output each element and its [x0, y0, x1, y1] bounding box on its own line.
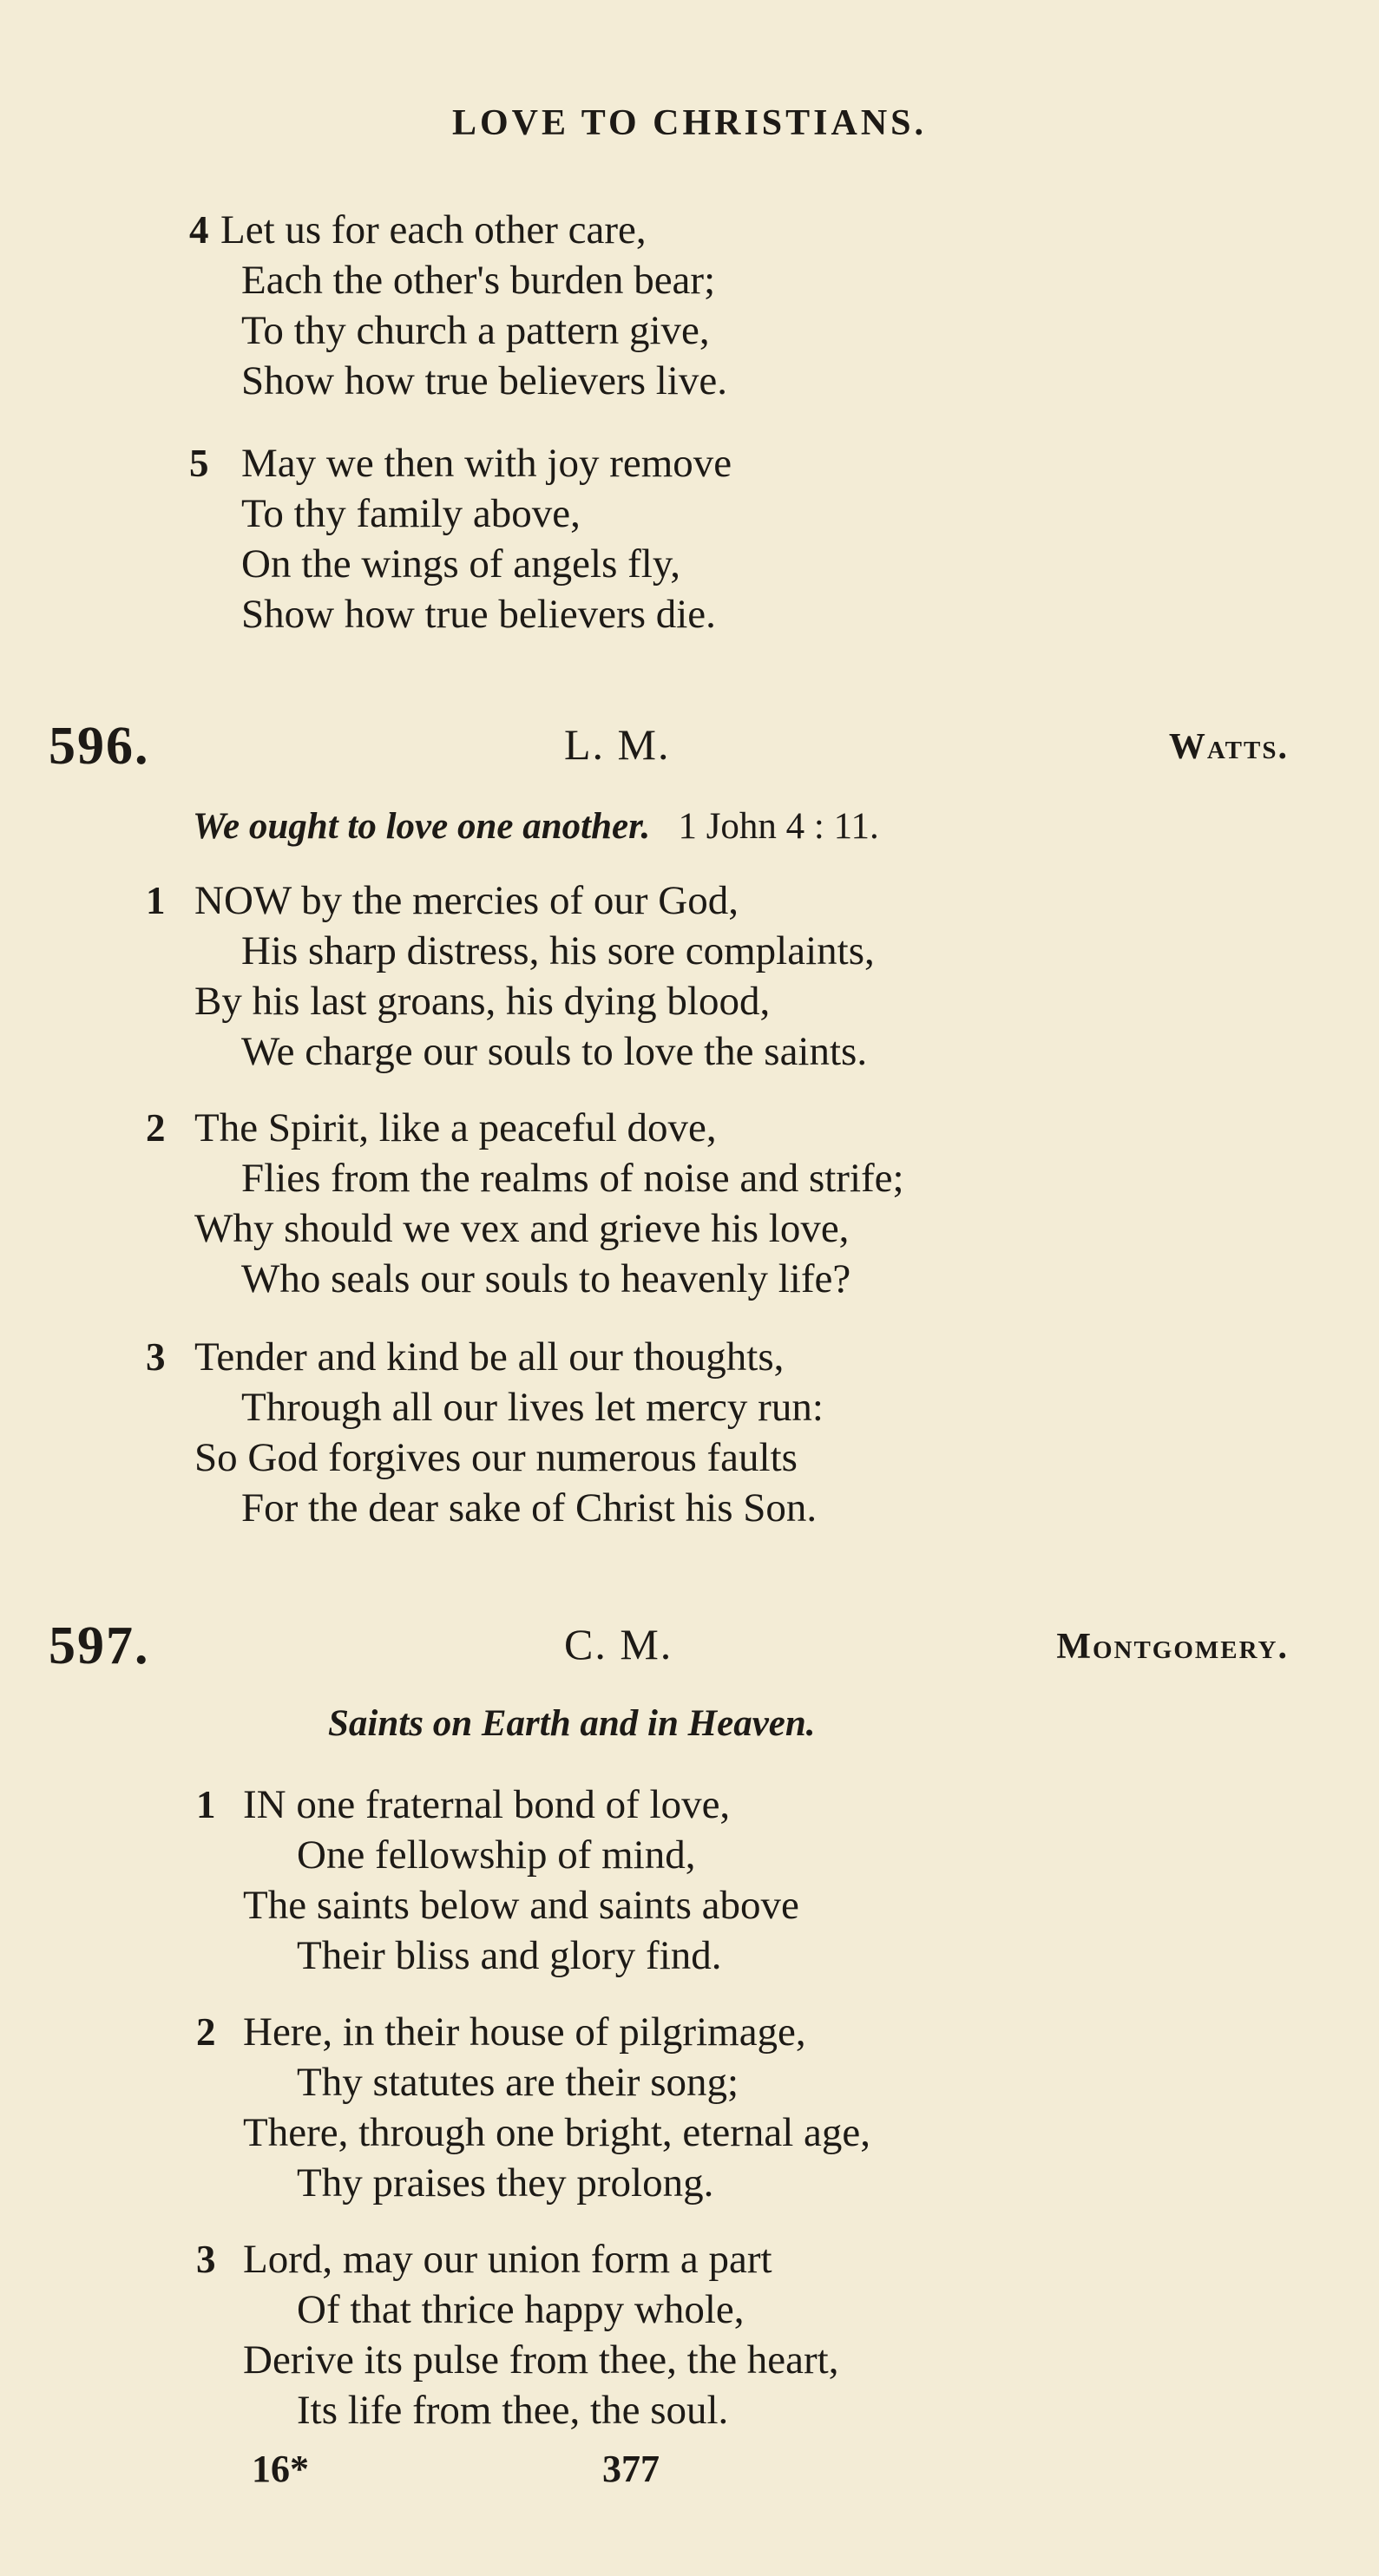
verse-line: On the wings of angels fly,: [241, 541, 681, 587]
verse-line: Show how true believers die.: [241, 592, 716, 637]
verse-line: There, through one bright, eternal age,: [243, 2110, 870, 2155]
verse-line: May we then with joy remove: [241, 441, 732, 486]
stanza-number: 3: [146, 1335, 166, 1379]
stanza-number: 5: [189, 442, 209, 485]
subtitle-text: We ought to love one another.: [193, 806, 651, 847]
hymn-header: [0, 1616, 1379, 1676]
verse-line: Flies from the realms of noise and strife;: [241, 1156, 904, 1201]
stanza-number: 2: [196, 2010, 216, 2054]
verse-line: Lord, may our union form a part: [243, 2237, 772, 2282]
verse-line: To thy family above,: [241, 491, 581, 536]
verse-line: Its life from thee, the soul.: [297, 2388, 729, 2433]
verse-line: One fellowship of mind,: [297, 1832, 696, 1878]
verse-line: The Spirit, like a peaceful dove,: [194, 1105, 717, 1150]
stanza-number: 1: [146, 879, 166, 922]
scripture-reference: 1 John 4 : 11.: [678, 806, 879, 847]
verse-line: Their bliss and glory find.: [297, 1933, 722, 1978]
verse-line: Thy statutes are their song;: [297, 2060, 739, 2105]
hymn-subtitle: [328, 1702, 816, 1745]
verse-line: Here, in their house of pilgrimage,: [243, 2009, 806, 2055]
verse-line: Each the other's burden bear;: [241, 258, 716, 303]
verse-line: Derive its pulse from thee, the heart,: [243, 2337, 839, 2383]
stanza-number: 3: [196, 2238, 216, 2281]
verse-line: To thy church a pattern give,: [241, 308, 710, 353]
verse-line: Of that thrice happy whole,: [297, 2287, 745, 2332]
verse-line: We charge our souls to love the saints.: [241, 1029, 868, 1074]
hymn-number: 597.: [49, 1616, 150, 1675]
verse-line: NOW by the mercies of our God,: [194, 878, 739, 923]
verse-line: Who seals our souls to heavenly life?: [241, 1256, 851, 1301]
verse-line: The saints below and saints above: [243, 1883, 799, 1928]
page-number: 377: [602, 2448, 660, 2490]
running-head: LOVE TO CHRISTIANS.: [451, 103, 928, 143]
hymn-meter: L. M.: [564, 720, 671, 769]
stanza-number: 1: [196, 1783, 216, 1826]
verse-line: His sharp distress, his sore complaints,: [241, 928, 875, 973]
verse-line: So God forgives our numerous faults: [194, 1435, 798, 1480]
verse-line: Tender and kind be all our thoughts,: [194, 1334, 785, 1380]
verse-line: Thy praises they prolong.: [297, 2160, 714, 2206]
stanza-number: 2: [146, 1106, 166, 1150]
hymn-header: [0, 716, 1379, 777]
hymn-meter: C. M.: [564, 1620, 673, 1668]
verse-line: Why should we vex and grieve his love,: [194, 1206, 850, 1251]
verse-line: By his last groans, his dying blood,: [194, 979, 771, 1024]
verse-line: Let us for each other care,: [220, 207, 647, 252]
signature-mark: 16*: [252, 2448, 309, 2490]
subtitle-text: Saints on Earth and in Heaven.: [328, 1703, 816, 1744]
verse-line: Through all our lives let mercy run:: [241, 1385, 824, 1430]
verse-line: Show how true believers live.: [241, 358, 727, 403]
stanza-number: 4: [189, 208, 209, 252]
hymn-subtitle: [193, 805, 879, 848]
page-footer: [0, 2447, 1379, 2499]
verse-line: IN one fraternal bond of love,: [243, 1782, 731, 1827]
hymn-author: Montgomery.: [1056, 1627, 1289, 1667]
hymn-number: 596.: [49, 717, 150, 776]
hymn-author: Watts.: [1168, 727, 1289, 767]
verse-line: For the dear sake of Christ his Son.: [241, 1485, 818, 1531]
